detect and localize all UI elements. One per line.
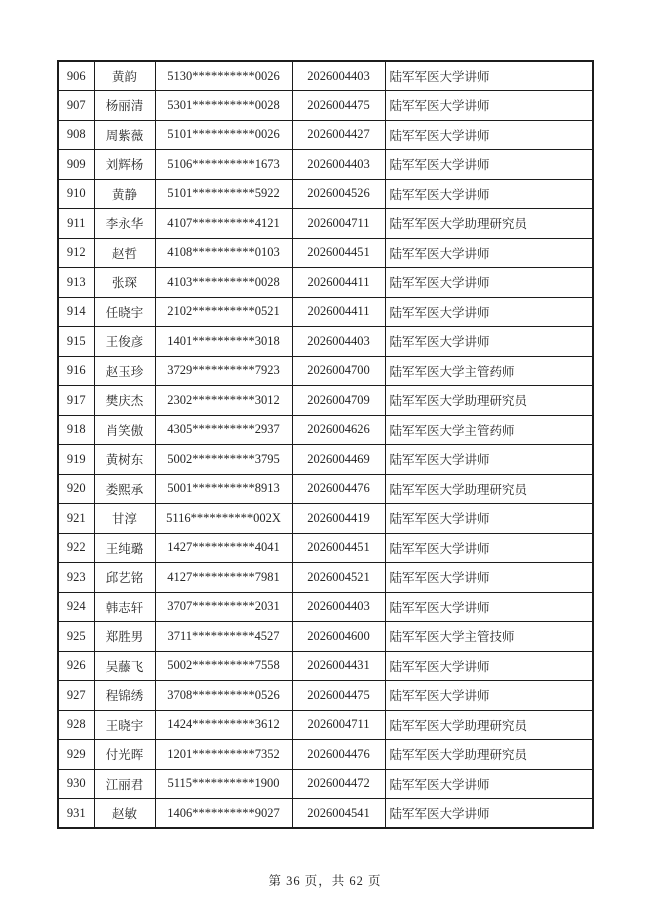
table-row xyxy=(58,622,593,652)
table-row xyxy=(58,799,593,829)
cell-position-title: 陆军军医大学助理研究员 xyxy=(385,740,593,770)
cell-registration-number: 2026004476 xyxy=(292,474,385,504)
cell-registration-number: 2026004419 xyxy=(292,504,385,534)
cell-registration-number: 2026004411 xyxy=(292,268,385,298)
cell-id-number: 1201**********7352 xyxy=(155,740,292,770)
cell-position-title: 陆军军医大学讲师 xyxy=(385,150,593,180)
cell-position-title: 陆军军医大学讲师 xyxy=(385,61,593,91)
cell-registration-number: 2026004403 xyxy=(292,592,385,622)
cell-position-title: 陆军军医大学主管药师 xyxy=(385,356,593,386)
cell-name: 周紫薇 xyxy=(94,120,155,150)
cell-registration-number: 2026004521 xyxy=(292,563,385,593)
table-row xyxy=(58,740,593,770)
table-row xyxy=(58,356,593,386)
cell-name: 黄韵 xyxy=(94,61,155,91)
cell-serial-number: 907 xyxy=(58,91,94,121)
cell-position-title: 陆军军医大学讲师 xyxy=(385,91,593,121)
cell-registration-number: 2026004469 xyxy=(292,445,385,475)
cell-id-number: 2302**********3012 xyxy=(155,386,292,416)
cell-serial-number: 918 xyxy=(58,415,94,445)
cell-registration-number: 2026004700 xyxy=(292,356,385,386)
cell-id-number: 4305**********2937 xyxy=(155,415,292,445)
cell-id-number: 5116**********002X xyxy=(155,504,292,534)
cell-name: 赵哲 xyxy=(94,238,155,268)
table-body xyxy=(58,61,593,828)
cell-name: 邱艺铭 xyxy=(94,563,155,593)
cell-registration-number: 2026004711 xyxy=(292,710,385,740)
cell-position-title: 陆军军医大学助理研究员 xyxy=(385,710,593,740)
cell-serial-number: 926 xyxy=(58,651,94,681)
cell-id-number: 4127**********7981 xyxy=(155,563,292,593)
cell-name: 韩志轩 xyxy=(94,592,155,622)
cell-registration-number: 2026004476 xyxy=(292,740,385,770)
cell-serial-number: 923 xyxy=(58,563,94,593)
cell-id-number: 5106**********1673 xyxy=(155,150,292,180)
cell-serial-number: 930 xyxy=(58,769,94,799)
cell-name: 黄树东 xyxy=(94,445,155,475)
cell-id-number: 5002**********7558 xyxy=(155,651,292,681)
cell-position-title: 陆军军医大学讲师 xyxy=(385,504,593,534)
table-row xyxy=(58,710,593,740)
cell-serial-number: 922 xyxy=(58,533,94,563)
cell-position-title: 陆军军医大学主管药师 xyxy=(385,415,593,445)
cell-name: 娄熙承 xyxy=(94,474,155,504)
cell-registration-number: 2026004475 xyxy=(292,91,385,121)
table-row xyxy=(58,268,593,298)
cell-registration-number: 2026004526 xyxy=(292,179,385,209)
cell-serial-number: 908 xyxy=(58,120,94,150)
cell-name: 王纯璐 xyxy=(94,533,155,563)
cell-position-title: 陆军军医大学助理研究员 xyxy=(385,474,593,504)
cell-serial-number: 931 xyxy=(58,799,94,829)
cell-id-number: 5301**********0028 xyxy=(155,91,292,121)
table-row xyxy=(58,474,593,504)
cell-id-number: 3707**********2031 xyxy=(155,592,292,622)
cell-name: 吴藤飞 xyxy=(94,651,155,681)
cell-serial-number: 910 xyxy=(58,179,94,209)
cell-position-title: 陆军军医大学讲师 xyxy=(385,445,593,475)
cell-id-number: 4107**********4121 xyxy=(155,209,292,239)
cell-id-number: 1406**********9027 xyxy=(155,799,292,829)
cell-position-title: 陆军军医大学讲师 xyxy=(385,592,593,622)
page-number-footer: 第 36 页，共 62 页 xyxy=(268,874,382,888)
cell-name: 王俊彦 xyxy=(94,327,155,357)
cell-id-number: 5130**********0026 xyxy=(155,61,292,91)
cell-id-number: 1427**********4041 xyxy=(155,533,292,563)
cell-position-title: 陆军军医大学讲师 xyxy=(385,563,593,593)
cell-name: 赵敏 xyxy=(94,799,155,829)
cell-serial-number: 927 xyxy=(58,681,94,711)
cell-registration-number: 2026004600 xyxy=(292,622,385,652)
cell-position-title: 陆军军医大学讲师 xyxy=(385,651,593,681)
cell-position-title: 陆军军医大学讲师 xyxy=(385,681,593,711)
cell-serial-number: 920 xyxy=(58,474,94,504)
cell-registration-number: 2026004403 xyxy=(292,327,385,357)
cell-id-number: 2102**********0521 xyxy=(155,297,292,327)
cell-id-number: 4108**********0103 xyxy=(155,238,292,268)
table-row xyxy=(58,297,593,327)
cell-serial-number: 909 xyxy=(58,150,94,180)
table-row xyxy=(58,681,593,711)
cell-position-title: 陆军军医大学讲师 xyxy=(385,179,593,209)
table-row xyxy=(58,91,593,121)
cell-serial-number: 916 xyxy=(58,356,94,386)
cell-name: 黄静 xyxy=(94,179,155,209)
cell-id-number: 4103**********0028 xyxy=(155,268,292,298)
table-row xyxy=(58,179,593,209)
table-row xyxy=(58,327,593,357)
table-row xyxy=(58,504,593,534)
cell-serial-number: 919 xyxy=(58,445,94,475)
cell-id-number: 5101**********0026 xyxy=(155,120,292,150)
cell-name: 王晓宇 xyxy=(94,710,155,740)
cell-serial-number: 912 xyxy=(58,238,94,268)
table-row xyxy=(58,415,593,445)
table-row xyxy=(58,592,593,622)
cell-id-number: 3708**********0526 xyxy=(155,681,292,711)
cell-name: 郑胜男 xyxy=(94,622,155,652)
cell-serial-number: 921 xyxy=(58,504,94,534)
cell-serial-number: 928 xyxy=(58,710,94,740)
cell-name: 杨丽清 xyxy=(94,91,155,121)
table-row xyxy=(58,533,593,563)
cell-registration-number: 2026004411 xyxy=(292,297,385,327)
cell-id-number: 5002**********3795 xyxy=(155,445,292,475)
cell-id-number: 5001**********8913 xyxy=(155,474,292,504)
cell-position-title: 陆军军医大学讲师 xyxy=(385,533,593,563)
cell-id-number: 1424**********3612 xyxy=(155,710,292,740)
cell-serial-number: 913 xyxy=(58,268,94,298)
cell-registration-number: 2026004403 xyxy=(292,150,385,180)
cell-serial-number: 924 xyxy=(58,592,94,622)
cell-registration-number: 2026004427 xyxy=(292,120,385,150)
cell-registration-number: 2026004431 xyxy=(292,651,385,681)
cell-position-title: 陆军军医大学讲师 xyxy=(385,327,593,357)
table-row xyxy=(58,445,593,475)
cell-position-title: 陆军军医大学助理研究员 xyxy=(385,209,593,239)
cell-name: 程锦绣 xyxy=(94,681,155,711)
cell-position-title: 陆军军医大学讲师 xyxy=(385,238,593,268)
table-row xyxy=(58,61,593,91)
cell-serial-number: 929 xyxy=(58,740,94,770)
cell-position-title: 陆军军医大学助理研究员 xyxy=(385,386,593,416)
cell-name: 刘辉杨 xyxy=(94,150,155,180)
cell-registration-number: 2026004451 xyxy=(292,238,385,268)
table-row xyxy=(58,769,593,799)
cell-registration-number: 2026004711 xyxy=(292,209,385,239)
cell-name: 赵玉珍 xyxy=(94,356,155,386)
table-row xyxy=(58,209,593,239)
table-row xyxy=(58,150,593,180)
cell-name: 李永华 xyxy=(94,209,155,239)
cell-registration-number: 2026004451 xyxy=(292,533,385,563)
cell-name: 樊庆杰 xyxy=(94,386,155,416)
cell-id-number: 3729**********7923 xyxy=(155,356,292,386)
cell-registration-number: 2026004475 xyxy=(292,681,385,711)
cell-name: 任晓宇 xyxy=(94,297,155,327)
cell-registration-number: 2026004626 xyxy=(292,415,385,445)
table-row xyxy=(58,386,593,416)
cell-name: 张琛 xyxy=(94,268,155,298)
applicants-table xyxy=(57,60,594,829)
cell-serial-number: 915 xyxy=(58,327,94,357)
table-row xyxy=(58,563,593,593)
cell-registration-number: 2026004403 xyxy=(292,61,385,91)
cell-registration-number: 2026004709 xyxy=(292,386,385,416)
cell-id-number: 5101**********5922 xyxy=(155,179,292,209)
cell-id-number: 3711**********4527 xyxy=(155,622,292,652)
cell-position-title: 陆军军医大学讲师 xyxy=(385,799,593,829)
cell-serial-number: 925 xyxy=(58,622,94,652)
cell-serial-number: 914 xyxy=(58,297,94,327)
cell-position-title: 陆军军医大学主管技师 xyxy=(385,622,593,652)
cell-position-title: 陆军军医大学讲师 xyxy=(385,769,593,799)
cell-name: 付光晖 xyxy=(94,740,155,770)
table-row xyxy=(58,651,593,681)
table-row xyxy=(58,238,593,268)
cell-id-number: 1401**********3018 xyxy=(155,327,292,357)
cell-id-number: 5115**********1900 xyxy=(155,769,292,799)
table-row xyxy=(58,120,593,150)
cell-name: 肖笑傲 xyxy=(94,415,155,445)
cell-position-title: 陆军军医大学讲师 xyxy=(385,297,593,327)
cell-position-title: 陆军军医大学讲师 xyxy=(385,268,593,298)
cell-serial-number: 917 xyxy=(58,386,94,416)
cell-name: 甘淳 xyxy=(94,504,155,534)
cell-registration-number: 2026004472 xyxy=(292,769,385,799)
cell-position-title: 陆军军医大学讲师 xyxy=(385,120,593,150)
cell-registration-number: 2026004541 xyxy=(292,799,385,829)
cell-serial-number: 906 xyxy=(58,61,94,91)
cell-serial-number: 911 xyxy=(58,209,94,239)
cell-name: 江丽君 xyxy=(94,769,155,799)
